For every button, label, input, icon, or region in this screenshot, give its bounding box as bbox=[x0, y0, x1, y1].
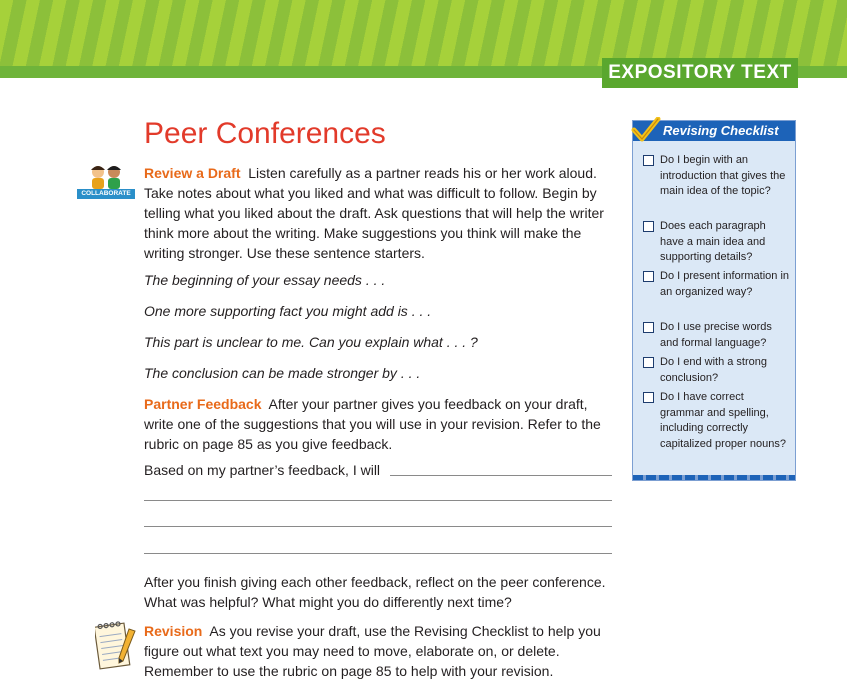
checkbox[interactable] bbox=[643, 155, 654, 166]
feedback-paragraph bbox=[144, 394, 612, 454]
revision-lead: Revision bbox=[144, 623, 203, 639]
response-line-3[interactable] bbox=[144, 526, 612, 527]
checkbox[interactable] bbox=[643, 322, 654, 333]
collaborate-label: COLLABORATE bbox=[77, 189, 135, 199]
starter-4: The conclusion can be made stronger by . . . bbox=[144, 365, 421, 381]
checklist-item-text: Does each paragraph have a main idea and supporting details? bbox=[660, 220, 766, 263]
page-title: Peer Conferences bbox=[144, 117, 386, 150]
feedback-prompt: Based on my partner’s feedback, I will bbox=[144, 462, 381, 478]
checklist-item-text: Do I use precise words and formal language? bbox=[660, 321, 772, 349]
revision-body: As you revise your draft, use the Revising Checklist to help you figure out what text you may need to move, elaborate on, or delete. Remember to use the rubric on page 85 to help with your revision. bbox=[144, 623, 601, 679]
checklist-item-text: Do I end with a strong conclusion? bbox=[660, 356, 768, 384]
checklist-item-text: Do I have correct grammar and spelling, including correctly capitalized proper nouns? bbox=[660, 391, 786, 450]
revising-checklist bbox=[632, 120, 796, 481]
genre-tag: EXPOSITORY TEXT bbox=[602, 58, 798, 88]
checklist-bottom-border bbox=[633, 475, 795, 480]
checklist-item-text: Do I begin with an introduction that gives the main idea of the topic? bbox=[660, 154, 786, 197]
reflect-paragraph: After you finish giving each other feedback, reflect on the peer conference. What was helpful? What might you do differently next time? bbox=[144, 574, 606, 610]
checkmark-icon bbox=[631, 117, 661, 143]
checkbox[interactable] bbox=[643, 392, 654, 403]
response-line-2[interactable] bbox=[144, 500, 612, 501]
collaborate-icon bbox=[77, 164, 135, 200]
review-body: Listen carefully as a partner reads his or her work aloud. Take notes about what you liked and what was difficult to follow. Begin by telling what you liked about the draft. Ask questions that will help the writer think more about the writing. Make suggestions you think will make the writing stronger. Use these sentence starters. bbox=[144, 165, 604, 261]
feedback-lead: Partner Feedback bbox=[144, 396, 262, 412]
starter-1: The beginning of your essay needs . . . bbox=[144, 272, 386, 288]
starter-3: This part is unclear to me. Can you explain what . . . ? bbox=[144, 334, 478, 350]
revision-paragraph bbox=[144, 621, 612, 681]
checkbox[interactable] bbox=[643, 357, 654, 368]
checkbox[interactable] bbox=[643, 271, 654, 282]
notepad-pencil-icon bbox=[95, 619, 139, 671]
review-paragraph bbox=[144, 163, 612, 263]
checkbox[interactable] bbox=[643, 221, 654, 232]
starter-2: One more supporting fact you might add is . . . bbox=[144, 303, 432, 319]
feedback-body: After your partner gives you feedback on your draft, write one of the suggestions that you will use in your revision. Refer to the rubric on page 85 as you give feedback. bbox=[144, 396, 601, 452]
review-lead: Review a Draft bbox=[144, 165, 241, 181]
checklist-title: Revising Checklist bbox=[633, 121, 795, 141]
response-line-4[interactable] bbox=[144, 553, 612, 554]
response-line-1[interactable] bbox=[390, 475, 612, 476]
checklist-item-text: Do I present information in an organized way? bbox=[660, 270, 790, 298]
